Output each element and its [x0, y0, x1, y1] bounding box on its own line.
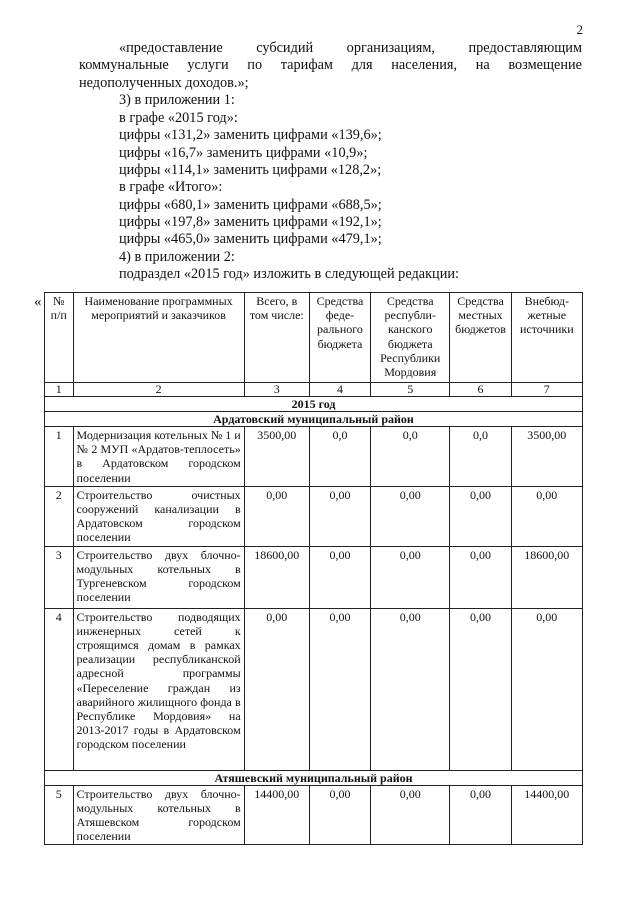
header-external: Внебюд-жетные источники [511, 293, 582, 383]
row-number: 4 [45, 608, 74, 770]
amend-line: цифры «465,0» заменить цифрами «479,1»; [119, 231, 382, 247]
row-local: 0,0 [450, 427, 511, 487]
row-local: 0,00 [450, 785, 511, 845]
amend-line: 4) в приложении 2: [119, 249, 235, 265]
row-total: 3500,00 [244, 427, 309, 487]
programs-table [44, 292, 583, 845]
header-federal: Средства феде-рального бюджета [309, 293, 370, 383]
district-title: Ардатовский муниципальный район [45, 412, 583, 427]
row-name: Строительство подводящих инженерных сетей к строящимся домам в рамках реализации республиканской адресной программы «Переселение граждан из аварийного жилищного фонда в Республике Мордовия» на 2013-2017 годы в Ардатовском городском поселении [73, 608, 244, 770]
row-local: 0,00 [450, 608, 511, 770]
table-header-row [45, 293, 583, 383]
row-number: 1 [45, 427, 74, 487]
row-number: 5 [45, 785, 74, 845]
header-total: Всего, в том числе: [244, 293, 309, 383]
col-number: 1 [45, 383, 74, 397]
year-title: 2015 год [45, 397, 583, 412]
amend-line: в графе «2015 год»: [119, 110, 238, 126]
row-number: 3 [45, 546, 74, 608]
row-republican: 0,00 [371, 608, 450, 770]
row-federal: 0,00 [309, 608, 370, 770]
row-federal: 0,0 [309, 427, 370, 487]
amend-line: подраздел «2015 год» изложить в следующей редакции: [119, 266, 459, 282]
district-row [45, 412, 583, 427]
header-name: Наименование программных мероприятий и заказчиков [73, 293, 244, 383]
row-total: 18600,00 [244, 546, 309, 608]
row-republican: 0,0 [371, 427, 450, 487]
row-name: Модернизация котельных № 1 и № 2 МУП «Ардатов-теплосеть» в Ардатовском городском поселении [73, 427, 244, 487]
page-number: 2 [576, 22, 583, 37]
table-row [45, 546, 583, 608]
open-quote: « [34, 294, 42, 310]
amend-line: 3) в приложении 1: [119, 92, 235, 108]
row-republican: 0,00 [371, 546, 450, 608]
row-federal: 0,00 [309, 546, 370, 608]
col-number: 2 [73, 383, 244, 397]
intro-text: «предоставление субсидий организациям, предоставляющим коммунальные услуги по тарифам для населения, на возмещение недополученных доходов.»; [79, 40, 582, 91]
row-republican: 0,00 [371, 785, 450, 845]
col-number: 7 [511, 383, 582, 397]
row-federal: 0,00 [309, 486, 370, 546]
col-number: 3 [244, 383, 309, 397]
table-row [45, 785, 583, 845]
row-name: Строительство очистных сооружений канализации в Ардатовском городском поселении [73, 486, 244, 546]
amend-line: в графе «Итого»: [119, 179, 223, 195]
col-number: 5 [371, 383, 450, 397]
row-external: 3500,00 [511, 427, 582, 487]
year-row [45, 397, 583, 412]
col-number: 6 [450, 383, 511, 397]
col-number: 4 [309, 383, 370, 397]
header-number: № п/п [45, 293, 74, 383]
row-total: 14400,00 [244, 785, 309, 845]
row-external: 0,00 [511, 486, 582, 546]
header-local: Средства местных бюджетов [450, 293, 511, 383]
row-external: 18600,00 [511, 546, 582, 608]
row-external: 14400,00 [511, 785, 582, 845]
amend-line: цифры «114,1» заменить цифрами «128,2»; [119, 162, 382, 178]
row-total: 0,00 [244, 608, 309, 770]
row-number: 2 [45, 486, 74, 546]
amend-line: цифры «16,7» заменить цифрами «10,9»; [119, 145, 368, 161]
row-total: 0,00 [244, 486, 309, 546]
amend-line: цифры «131,2» заменить цифрами «139,6»; [119, 127, 382, 143]
row-republican: 0,00 [371, 486, 450, 546]
row-name: Строительство двух блочно-модульных котельных в Тургеневском городском поселении [73, 546, 244, 608]
district-row [45, 770, 583, 785]
row-external: 0,00 [511, 608, 582, 770]
column-numbers-row [45, 383, 583, 397]
intro-paragraph [79, 40, 582, 92]
table-row [45, 427, 583, 487]
amend-line: цифры «680,1» заменить цифрами «688,5»; [119, 197, 382, 213]
table-row [45, 608, 583, 770]
table-row [45, 486, 583, 546]
row-name: Строительство двух блочно-модульных котельных в Атяшевском городском поселении [73, 785, 244, 845]
district-title: Атяшевский муниципальный район [45, 770, 583, 785]
row-local: 0,00 [450, 546, 511, 608]
header-republican: Средства республи-канского бюджета Республики Мордовия [371, 293, 450, 383]
row-federal: 0,00 [309, 785, 370, 845]
row-local: 0,00 [450, 486, 511, 546]
amend-line: цифры «197,8» заменить цифрами «192,1»; [119, 214, 382, 230]
